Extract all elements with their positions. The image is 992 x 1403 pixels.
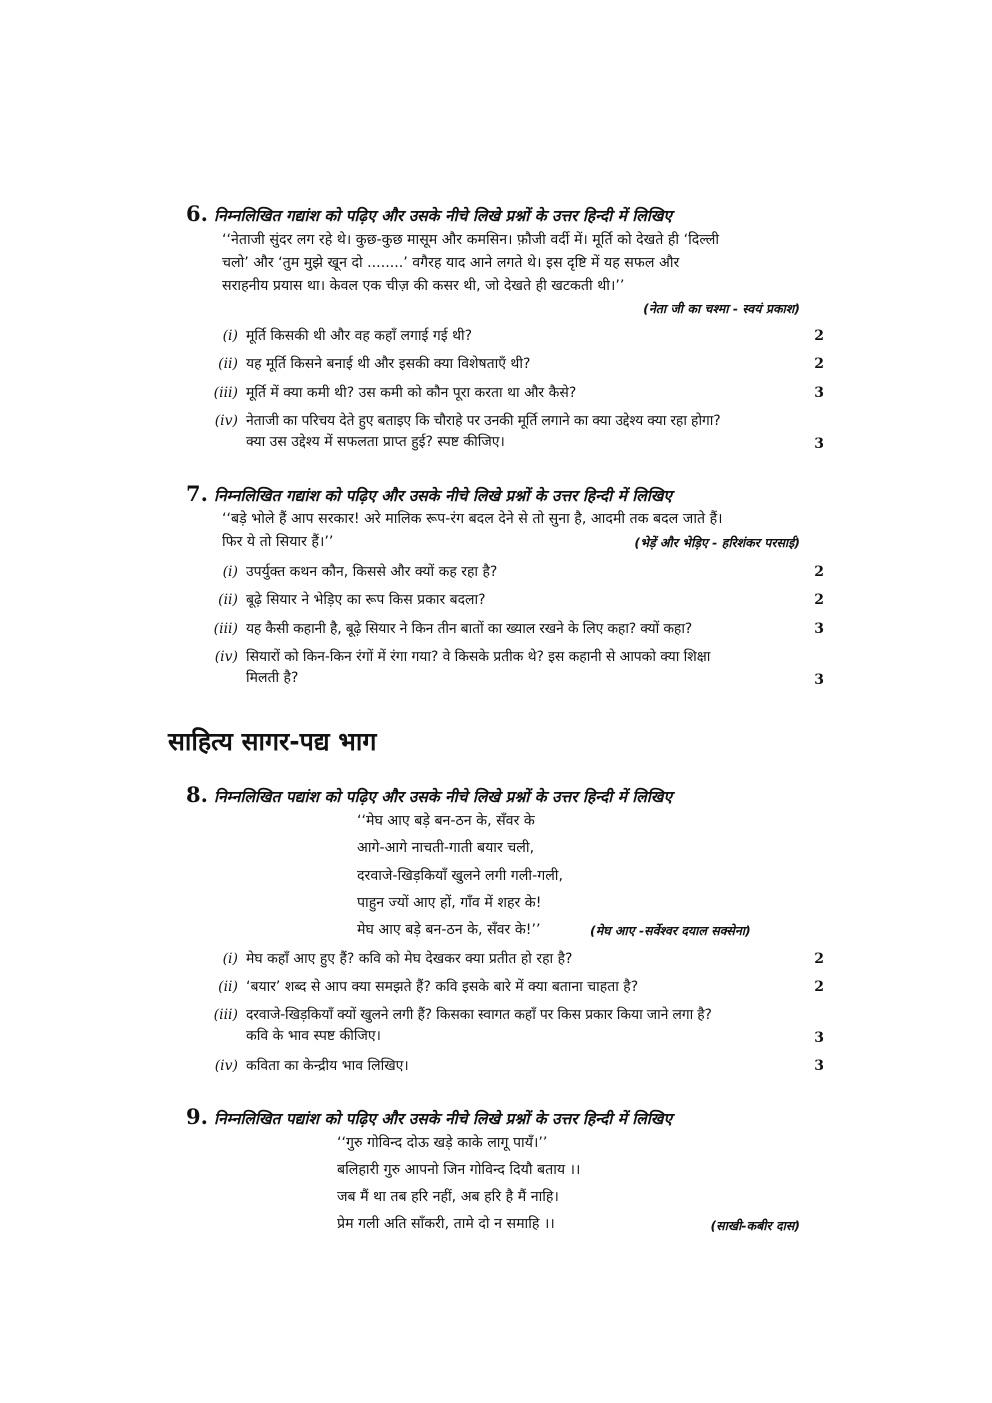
- q6-question-text: मूर्ति किसकी थी और वह कहाँ लगाई गई थी?: [246, 328, 473, 344]
- q7-question-marks: 2: [814, 564, 824, 580]
- q7-question-marks: 3: [814, 672, 824, 688]
- q6-question-number: (iv): [214, 413, 238, 429]
- q6-question-marks: 2: [814, 328, 824, 344]
- q7-passage-line: फिर ये तो सियार हैं।’’: [222, 534, 334, 550]
- q8-poem-line: पाहुन ज्यों आए हों, गाँव में शहर के!: [357, 895, 542, 911]
- q8-question-marks: 3: [814, 1058, 824, 1074]
- q7-question-marks: 3: [814, 621, 824, 637]
- q6-passage: [222, 229, 800, 298]
- q7-question-number: (ii): [218, 592, 238, 608]
- q7-question-number: (iii): [213, 621, 238, 637]
- q9-poem-line: बलिहारी गुरु आपनो जिन गोविन्द दियौ बताय ।।: [337, 1162, 581, 1178]
- q8-question-number: (iv): [214, 1058, 238, 1074]
- q8-poem-line: दरवाजे-खिड़कियाँ खुलने लगी गली-गली,: [357, 868, 563, 884]
- q7-instruction: निम्नलिखित गद्यांश को पढ़िए और उसके नीचे लिखे प्रश्नों के उत्तर हिन्दी में लिखिए: [213, 487, 672, 505]
- q8-heading: [186, 782, 672, 807]
- q8-question-marks: 3: [814, 1030, 824, 1046]
- q7-source: (भेड़ें और भेड़िए - हरिशंकर परसाई): [634, 535, 800, 550]
- q9-poem-line: जब मैं था तब हरि नहीं, अब हरि है मैं नाहि।: [337, 1189, 559, 1205]
- q8-number: 8.: [186, 782, 208, 807]
- q8-question-marks: 2: [814, 951, 824, 967]
- q7-question-number: (iv): [214, 649, 238, 665]
- q6-heading: [186, 201, 672, 226]
- q9-instruction: निम्नलिखित पद्यांश को पढ़िए और उसके नीचे लिखे प्रश्नों के उत्तर हिन्दी में लिखिए: [213, 1110, 673, 1128]
- q7-question-text: उपर्युक्त कथन कौन, किससे और क्यों कह रहा है?: [246, 564, 498, 580]
- q6-question-number: (i): [222, 328, 238, 344]
- q6-number: 6.: [186, 201, 208, 226]
- q6-passage-line: चलो’ और ‘तुम मुझे खून दो ........’ वगैरह याद आने लगते थे। इस दृष्टि में यह सफल और: [222, 255, 680, 271]
- q8-question-text: कवि के भाव स्पष्ट कीजिए।: [246, 1028, 381, 1044]
- q8-question-text: कविता का केन्द्रीय भाव लिखिए।: [246, 1058, 409, 1074]
- q8-question-marks: 2: [814, 979, 824, 995]
- q7-question-text: यह कैसी कहानी है, बूढ़े सियार ने किन तीन बातों का ख्याल रखने के लिए कहा? क्यों कहा?: [246, 621, 692, 637]
- q8-instruction: निम्नलिखित पद्यांश को पढ़िए और उसके नीचे लिखे प्रश्नों के उत्तर हिन्दी में लिखिए: [213, 788, 673, 806]
- q6-question-marks: 3: [814, 385, 824, 401]
- q6-question-text: मूर्ति में क्या कमी थी? उस कमी को कौन पूरा करता था और कैसे?: [246, 385, 577, 401]
- q7-number: 7.: [186, 481, 208, 506]
- section-title: साहित्य सागर-पद्य भाग: [168, 727, 377, 756]
- q8-poem-line: मेघ आए बड़े बन-ठन के, सँवर के!’’: [357, 922, 541, 938]
- q6-question-number: (ii): [218, 356, 238, 372]
- q7-question-text: मिलती है?: [246, 670, 299, 686]
- q8-question-number: (iii): [213, 1007, 238, 1023]
- q8-poem-line: आगे-आगे नाचती-गाती बयार चली,: [357, 840, 535, 856]
- q6-question-text: यह मूर्ति किसने बनाई थी और इसकी क्या विशेषताएँ थी?: [246, 356, 531, 372]
- q8-question-number: (i): [222, 951, 238, 967]
- q7-question-marks: 2: [814, 592, 824, 608]
- q9-heading: [186, 1104, 672, 1129]
- q6-question-marks: 3: [814, 436, 824, 452]
- q6-passage-line: सराहनीय प्रयास था। केवल एक चीज़ की कसर थी, जो देखते ही खटकती थी।’’: [222, 278, 625, 294]
- q8-question-text: मेघ कहाँ आए हुए हैं? कवि को मेघ देखकर क्या प्रतीत हो रहा है?: [246, 951, 573, 967]
- q7-heading: [186, 481, 672, 506]
- q7-passage-line: ‘‘बड़े भोले हैं आप सरकार! अरे मालिक रूप-रंग बदल देने से तो सुना है, आदमी तक बदल जाते हैं।: [222, 511, 723, 527]
- q9-number: 9.: [186, 1104, 208, 1129]
- q9-poem-line: प्रेम गली अति साँकरी, तामे दो न समाहि ।।: [337, 1216, 555, 1232]
- q7-question-text: सियारों को किन-किन रंगों में रंगा गया? वे किसके प्रतीक थे? इस कहानी से आपको क्या शिक्षा: [246, 649, 711, 665]
- q6-question-text: नेताजी का परिचय देते हुए बताइए कि चौराहे पर उनकी मूर्ति लगाने का क्या उद्देश्य क्या रहा होगा?: [246, 413, 721, 429]
- q6-source: (नेता जी का चश्मा - स्वयं प्रकाश): [643, 301, 800, 316]
- q7-question-text: बूढ़े सियार ने भेड़िए का रूप किस प्रकार बदला?: [246, 592, 486, 608]
- q6-question-marks: 2: [814, 356, 824, 372]
- q8-source: (मेघ आए -सर्वेश्वर दयाल सक्सेना): [590, 923, 751, 938]
- q8-question-number: (ii): [218, 979, 238, 995]
- q9-source: (साखी-कबीर दास): [710, 1218, 800, 1233]
- q8-poem-line: ‘‘मेघ आए बड़े बन-ठन के, सँवर के: [357, 813, 535, 829]
- q9-poem-line: ‘‘गुरु गोविन्द दोऊ खड़े काके लागू पायँ।’’: [337, 1135, 548, 1151]
- q8-question-text: दरवाजे-खिड़कियाँ क्यों खुलने लगी हैं? किसका स्वागत कहाँ पर किस प्रकार किया जाने लगा है?: [246, 1007, 712, 1023]
- q7-question-number: (i): [222, 564, 238, 580]
- q6-instruction: निम्नलिखित गद्यांश को पढ़िए और उसके नीचे लिखे प्रश्नों के उत्तर हिन्दी में लिखिए: [213, 207, 672, 225]
- q6-question-number: (iii): [213, 385, 238, 401]
- q8-question-text: ‘बयार’ शब्द से आप क्या समझते हैं? कवि इसके बारे में क्या बताना चाहता है?: [246, 979, 639, 995]
- q6-passage-line: ‘‘नेताजी सुंदर लग रहे थे। कुछ-कुछ मासूम और कमसिन। फ़ौजी वर्दी में। मूर्ति को देखते ही ‘दिल्ली: [222, 232, 720, 248]
- q6-question-text: क्या उस उद्देश्य में सफलता प्राप्त हुई? स्पष्ट कीजिए।: [246, 434, 505, 450]
